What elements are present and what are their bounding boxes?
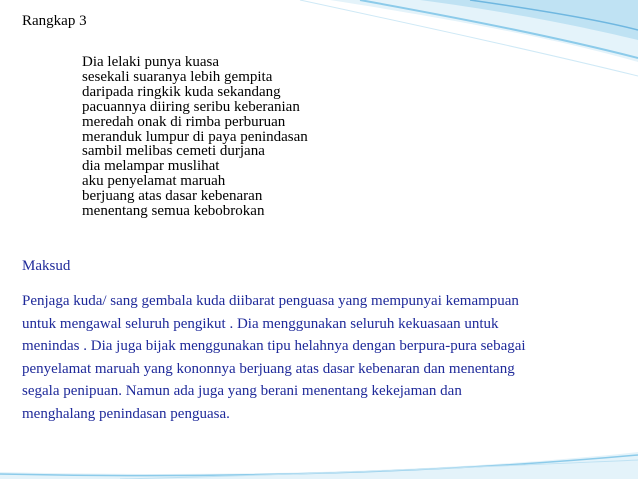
poem-line: meranduk lumpur di paya penindasan xyxy=(82,128,308,145)
poem-line: dia melampar muslihat xyxy=(82,158,220,175)
maksud-heading: Maksud xyxy=(22,258,71,274)
poem-line: Dia lelaki punya kuasa xyxy=(82,54,220,70)
poem-line: sambil melibas cemeti durjana xyxy=(82,143,265,160)
poem-line: daripada ringkik kuda sekandang xyxy=(82,83,281,100)
maksud-line: menindas . Dia juga bijak menggunakan tipu helahnya dengan berpura-pura sebagai xyxy=(22,338,526,355)
maksud-line: segala penipuan. Namun ada juga yang berani menentang kekejaman dan xyxy=(22,383,462,400)
poem-line: meredah onak di rimba perburuan xyxy=(82,113,286,130)
maksud-line: Penjaga kuda/ sang gembala kuda diibarat penguasa yang mempunyai kemampuan xyxy=(22,293,519,309)
poem-line: sesekali suaranya lebih gempita xyxy=(82,68,273,85)
poem-line: pacuannya diiring seribu keberanian xyxy=(82,98,300,115)
heading-rangkap: Rangkap 3 xyxy=(22,13,87,29)
poem-line: menentang semua kebobrokan xyxy=(82,203,265,220)
maksud-paragraph xyxy=(22,290,622,426)
poem-line: aku penyelamat maruah xyxy=(82,173,226,190)
poem-line: berjuang atas dasar kebenaran xyxy=(82,188,263,205)
maksud-line: menghalang penindasan penguasa. xyxy=(22,405,230,422)
poem-stanza xyxy=(82,55,308,219)
maksud-line: untuk mengawal seluruh pengikut . Dia menggunakan seluruh kekuasaan untuk xyxy=(22,315,499,332)
maksud-line: penyelamat maruah yang kononnya berjuang atas dasar kebenaran dan menentang xyxy=(22,360,515,377)
